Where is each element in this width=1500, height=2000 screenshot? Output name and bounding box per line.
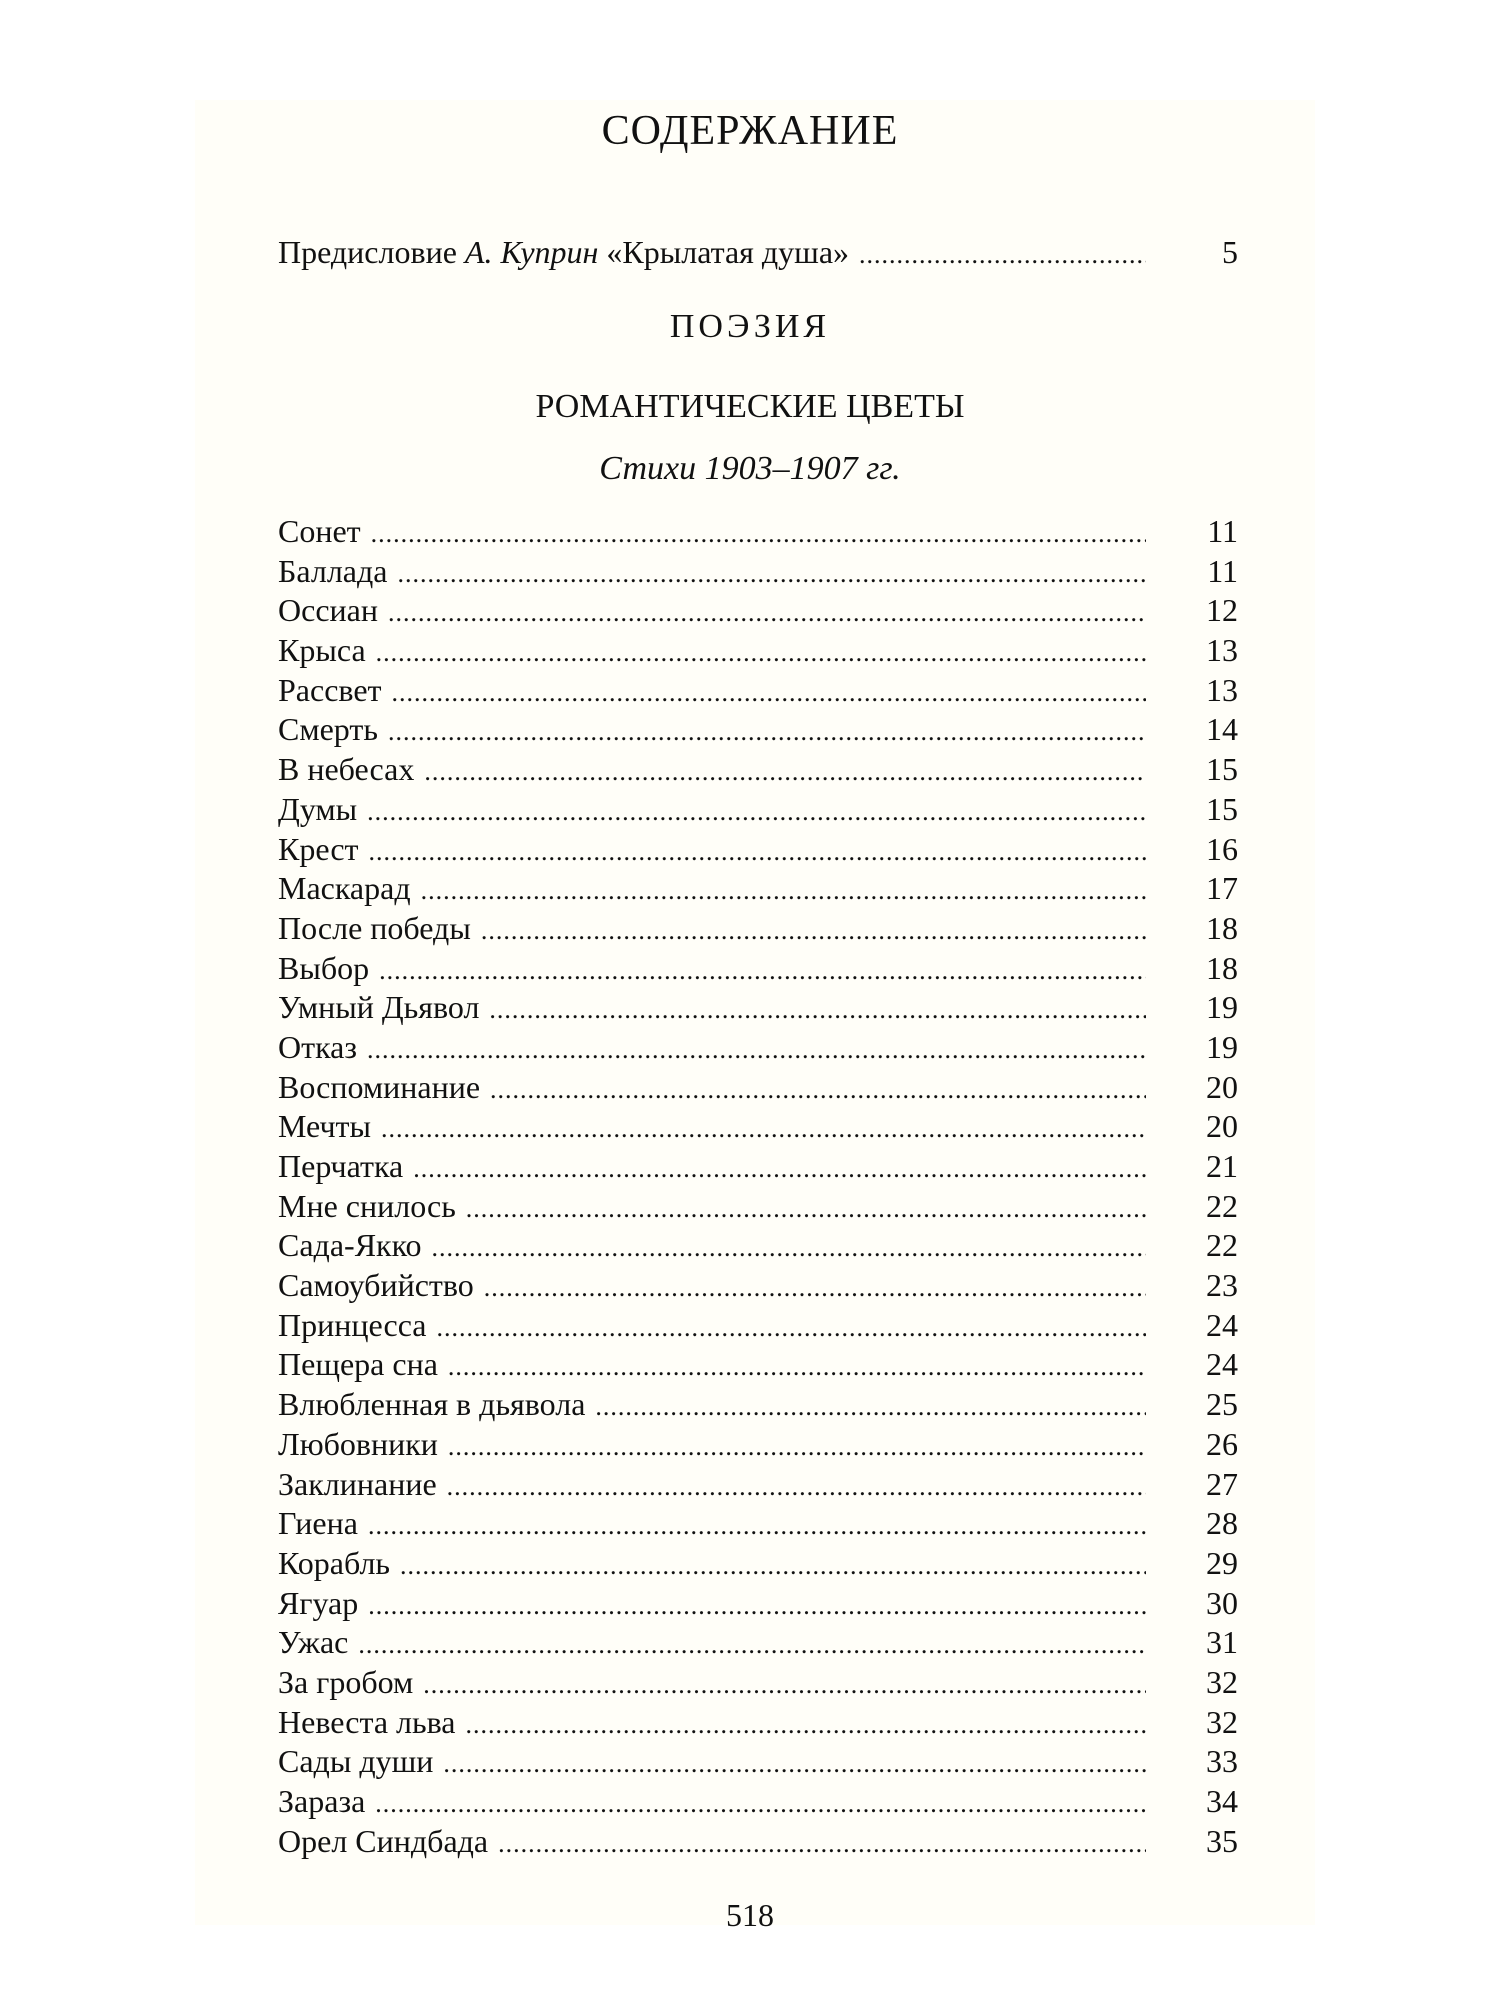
toc-entry-title: Отказ: [278, 1028, 357, 1065]
dot-leader: [368, 1506, 1146, 1546]
toc-entry-title: Крест: [278, 830, 359, 867]
toc-page-number: 31: [1206, 1624, 1238, 1661]
toc-page-number: 22: [1206, 1187, 1238, 1224]
toc-page-number: 21: [1206, 1148, 1238, 1184]
toc-page-number: 17: [1206, 870, 1238, 907]
toc-entry-title: Сады души: [278, 1743, 434, 1780]
toc-entry-title: После победы: [278, 909, 471, 946]
toc-entry-title: Перчатка: [278, 1148, 404, 1184]
toc-entry[interactable]: [278, 909, 1238, 949]
folio-page-number: 518: [726, 1897, 774, 1933]
toc-page-number: 18: [1206, 949, 1238, 986]
section-title: ПОЭЗИЯ: [669, 308, 831, 345]
toc-page-number: 24: [1206, 1346, 1238, 1383]
toc-entry[interactable]: [278, 949, 1238, 989]
toc-entry[interactable]: [278, 1425, 1238, 1465]
toc-page-number: 5: [1222, 234, 1238, 270]
dot-leader: [392, 673, 1146, 713]
toc-entry-title: Смерть: [278, 711, 378, 748]
toc-page-number: 12: [1206, 592, 1238, 629]
toc-entry[interactable]: [278, 710, 1238, 750]
dot-leader: [424, 752, 1146, 792]
toc-page-number: 20: [1206, 1068, 1238, 1105]
toc-entry-title: Пещера сна: [278, 1346, 438, 1383]
toc-entry[interactable]: [278, 512, 1238, 552]
toc-entry-title: Самоубийство: [278, 1267, 474, 1304]
dot-leader: [388, 712, 1146, 752]
toc-page-number: 30: [1206, 1584, 1238, 1621]
preface-label-suffix: «Крылатая душа»: [598, 234, 850, 270]
toc-page-number: 32: [1206, 1663, 1238, 1700]
dot-leader: [443, 1744, 1146, 1784]
dot-leader: [400, 1546, 1146, 1586]
dot-leader: [595, 1387, 1146, 1427]
toc-page-number: 13: [1206, 632, 1238, 669]
dot-leader: [381, 1109, 1146, 1149]
preface-label-prefix: Предисловие: [278, 234, 465, 270]
dot-leader: [447, 1467, 1146, 1507]
dot-leader: [490, 1070, 1146, 1110]
toc-entry[interactable]: [278, 1465, 1238, 1505]
dot-leader: [376, 633, 1146, 673]
toc-entry-title: Выбор: [278, 949, 370, 986]
dot-leader: [465, 1705, 1146, 1745]
dot-leader: [388, 593, 1146, 633]
toc-entry[interactable]: [278, 1703, 1238, 1743]
toc-entry-title: Крыса: [278, 632, 366, 669]
toc-entry[interactable]: [278, 1822, 1238, 1862]
toc-entry[interactable]: [278, 1345, 1238, 1385]
toc-entry[interactable]: [278, 1663, 1238, 1703]
toc-entry[interactable]: [278, 1187, 1238, 1227]
toc-entry-title: Умный Дьявол: [278, 989, 480, 1026]
toc-page-number: 19: [1206, 989, 1238, 1026]
toc-page-number: 28: [1206, 1505, 1238, 1542]
toc-entry[interactable]: [278, 552, 1238, 592]
toc-entry[interactable]: [278, 869, 1238, 909]
toc-entry-title: Ужас: [278, 1624, 349, 1661]
toc-page-number: 35: [1206, 1822, 1238, 1859]
toc-entry-title: Маскарад: [278, 870, 411, 907]
toc-list: [278, 512, 1238, 1861]
cycle-subtitle: Стихи 1903–1907 гг.: [599, 450, 901, 487]
toc-entry[interactable]: [278, 1306, 1238, 1346]
dot-leader: [397, 554, 1146, 594]
page-title: СОДЕРЖАНИЕ: [601, 108, 899, 154]
toc-entry-title: Оссиан: [278, 592, 378, 629]
toc-page-number: 23: [1206, 1267, 1238, 1304]
dot-leader: [432, 1228, 1147, 1268]
toc-entry-title: Гиена: [278, 1505, 358, 1542]
dot-leader: [371, 514, 1146, 554]
dot-leader: [413, 1149, 1146, 1189]
toc-entry[interactable]: [278, 830, 1238, 870]
toc-entry[interactable]: [278, 671, 1238, 711]
toc-entry-preface[interactable]: [278, 232, 1238, 272]
toc-entry[interactable]: [278, 1068, 1238, 1108]
toc-entry[interactable]: [278, 790, 1238, 830]
toc-entry-title: Сонет: [278, 513, 361, 549]
dot-leader: [436, 1308, 1146, 1348]
toc-entry-title: Принцесса: [278, 1306, 427, 1343]
dot-leader: [484, 1268, 1146, 1308]
toc-entry-title: Влюбленная в дьявола: [278, 1386, 586, 1423]
toc-entry-title: Мечты: [278, 1108, 372, 1145]
dot-leader: [368, 1586, 1146, 1626]
toc-entry-title: Зараза: [278, 1783, 366, 1819]
toc-entry[interactable]: [278, 1623, 1238, 1663]
preface-author: А. Куприн: [464, 234, 599, 270]
toc-page-number: 32: [1206, 1703, 1238, 1740]
dot-leader: [421, 871, 1146, 911]
dot-leader: [466, 1189, 1146, 1229]
toc-page-number: 11: [1207, 513, 1238, 549]
toc-entry[interactable]: [278, 1107, 1238, 1147]
toc-entry-title: В небесах: [278, 751, 415, 788]
toc-page-number: 11: [1207, 552, 1238, 589]
toc-page-number: 25: [1206, 1386, 1238, 1423]
dot-leader: [498, 1824, 1146, 1864]
dot-leader: [367, 792, 1146, 832]
preface-label: [278, 232, 849, 272]
toc-page-number: 27: [1206, 1465, 1238, 1502]
toc-entry-title: Рассвет: [278, 671, 382, 708]
toc-page-number: 19: [1206, 1028, 1238, 1065]
toc-entry[interactable]: [278, 988, 1238, 1028]
toc-entry[interactable]: [278, 1226, 1238, 1266]
toc-entry-title: Корабль: [278, 1544, 390, 1581]
toc-entry-title: Сада-Якко: [278, 1227, 422, 1264]
dot-leader: [489, 990, 1146, 1030]
dot-leader: [859, 235, 1146, 275]
toc-page-number: 14: [1206, 711, 1238, 748]
toc-entry[interactable]: [278, 631, 1238, 671]
toc-page-number: 18: [1206, 909, 1238, 946]
toc-entry-title: Ягуар: [278, 1584, 359, 1621]
toc-entry-title: За гробом: [278, 1663, 414, 1700]
dot-leader: [448, 1427, 1146, 1467]
dot-leader: [448, 1347, 1146, 1387]
toc-entry-title: Заклинание: [278, 1465, 437, 1502]
toc-entry[interactable]: [278, 750, 1238, 790]
toc-entry-title: Баллада: [278, 552, 388, 589]
toc-page-number: 34: [1206, 1783, 1238, 1819]
toc-page-number: 29: [1206, 1544, 1238, 1581]
toc-page-number: 26: [1206, 1425, 1238, 1462]
toc-entry-title: Любовники: [278, 1425, 438, 1462]
toc-entry[interactable]: [278, 1147, 1238, 1187]
toc-page-number: 16: [1206, 830, 1238, 867]
toc-entry[interactable]: [278, 591, 1238, 631]
dot-leader: [379, 951, 1146, 991]
toc-entry[interactable]: [278, 1584, 1238, 1624]
toc-entry[interactable]: [278, 1544, 1238, 1584]
toc-entry-title: Думы: [278, 790, 358, 827]
toc-entry[interactable]: [278, 1782, 1238, 1822]
toc-entry-title: Орел Синдбада: [278, 1822, 489, 1859]
cycle-title: РОМАНТИЧЕСКИЕ ЦВЕТЫ: [535, 388, 965, 425]
toc-page-number: 22: [1206, 1227, 1238, 1264]
dot-leader: [423, 1665, 1146, 1705]
toc-entry-title: Невеста льва: [278, 1703, 456, 1740]
toc-page-number: 13: [1206, 671, 1238, 708]
toc-page-number: 15: [1206, 790, 1238, 827]
toc-entry[interactable]: [278, 1266, 1238, 1306]
dot-leader: [481, 911, 1146, 951]
dot-leader: [375, 1784, 1146, 1824]
dot-leader: [367, 1030, 1146, 1070]
toc-page-number: 24: [1206, 1306, 1238, 1343]
toc-page-number: 15: [1206, 751, 1238, 788]
dot-leader: [358, 1625, 1146, 1665]
toc-entry[interactable]: [278, 1028, 1238, 1068]
toc-entry-title: Воспоминание: [278, 1068, 481, 1105]
toc-entry[interactable]: [278, 1385, 1238, 1425]
toc-entry[interactable]: [278, 1742, 1238, 1782]
dot-leader: [369, 832, 1146, 872]
toc-entry[interactable]: [278, 1504, 1238, 1544]
toc-page-number: 33: [1206, 1743, 1238, 1780]
toc-entry-title: Мне снилось: [278, 1187, 456, 1224]
toc-page-number: 20: [1206, 1108, 1238, 1145]
